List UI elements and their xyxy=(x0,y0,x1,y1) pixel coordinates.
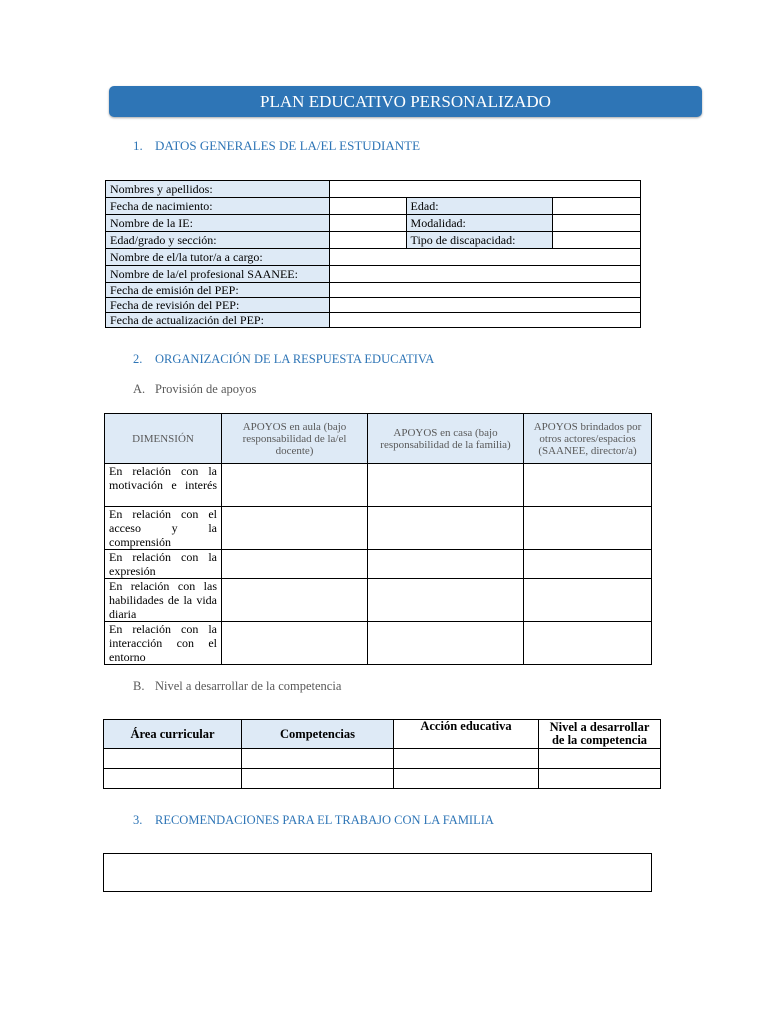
header-dimension: DIMENSIÓN xyxy=(105,414,222,464)
label-nombres: Nombres y apellidos: xyxy=(106,181,330,198)
cell-otros-interaccion[interactable] xyxy=(524,622,652,665)
cell-competencias-2[interactable] xyxy=(242,769,394,789)
section-2-title: ORGANIZACIÓN DE LA RESPUESTA EDUCATIVA xyxy=(155,352,435,366)
field-edad-grado[interactable] xyxy=(330,232,406,249)
sub-a-letter: A. xyxy=(133,382,146,396)
field-fecha-revision[interactable] xyxy=(330,298,641,313)
dimension-acceso: En relación con el acceso y la comprensión xyxy=(105,507,222,550)
header-accion-educativa: Acción educativa xyxy=(394,720,539,749)
label-modalidad: Modalidad: xyxy=(406,215,552,232)
label-fecha-actualizacion: Fecha de actualización del PEP: xyxy=(106,313,330,328)
section-3-heading xyxy=(133,813,494,828)
cell-aula-vida-diaria[interactable] xyxy=(222,579,368,622)
cell-nivel-1[interactable] xyxy=(539,749,661,769)
general-data-table xyxy=(105,180,641,328)
field-fecha-actualizacion[interactable] xyxy=(330,313,641,328)
section-1-number: 1. xyxy=(133,138,143,153)
cell-otros-motivacion[interactable] xyxy=(524,464,652,507)
label-edad: Edad: xyxy=(406,198,552,215)
section-3-number: 3. xyxy=(133,813,143,827)
sub-b-letter: B. xyxy=(133,679,145,693)
dimension-motivacion: En relación con la motivación e interés xyxy=(105,464,222,507)
field-modalidad[interactable] xyxy=(552,215,640,232)
label-tipo-discapacidad: Tipo de discapacidad: xyxy=(406,232,552,249)
family-recommendations-box[interactable] xyxy=(103,853,652,892)
cell-area-1[interactable] xyxy=(104,749,242,769)
dimension-expresion: En relación con la expresión xyxy=(105,550,222,579)
sub-b-heading xyxy=(133,679,341,694)
competency-table xyxy=(103,719,661,789)
field-fecha-emision[interactable] xyxy=(330,283,641,298)
cell-otros-expresion[interactable] xyxy=(524,550,652,579)
field-nombres[interactable] xyxy=(330,181,641,198)
header-competencias: Competencias xyxy=(242,720,394,749)
cell-casa-interaccion[interactable] xyxy=(368,622,524,665)
field-nombre-ie[interactable] xyxy=(330,215,406,232)
cell-casa-vida-diaria[interactable] xyxy=(368,579,524,622)
cell-aula-expresion[interactable] xyxy=(222,550,368,579)
header-apoyos-casa: APOYOS en casa (bajo responsabilidad de la familia) xyxy=(368,414,524,464)
header-area-curricular: Área curricular xyxy=(104,720,242,749)
cell-otros-acceso[interactable] xyxy=(524,507,652,550)
section-2-number: 2. xyxy=(133,352,143,366)
cell-aula-motivacion[interactable] xyxy=(222,464,368,507)
field-tipo-discapacidad[interactable] xyxy=(552,232,640,249)
section-1-title: DATOS GENERALES DE LA/EL ESTUDIANTE xyxy=(155,138,421,153)
field-profesional[interactable] xyxy=(330,266,641,283)
cell-area-2[interactable] xyxy=(104,769,242,789)
sub-a-heading xyxy=(133,382,256,397)
supports-table xyxy=(104,413,652,665)
header-apoyos-aula: APOYOS en aula (bajo responsabilidad de la/el docente) xyxy=(222,414,368,464)
cell-otros-vida-diaria[interactable] xyxy=(524,579,652,622)
document-title: PLAN EDUCATIVO PERSONALIZADO xyxy=(109,86,702,117)
cell-accion-2[interactable] xyxy=(394,769,539,789)
label-tutor: Nombre de el/la tutor/a a cargo: xyxy=(106,249,330,266)
label-edad-grado: Edad/grado y sección: xyxy=(106,232,330,249)
label-fecha-revision: Fecha de revisión del PEP: xyxy=(106,298,330,313)
dimension-vida-diaria: En relación con las habilidades de la vida diaria xyxy=(105,579,222,622)
label-fecha-emision: Fecha de emisión del PEP: xyxy=(106,283,330,298)
cell-nivel-2[interactable] xyxy=(539,769,661,789)
sub-b-title: Nivel a desarrollar de la competencia xyxy=(155,679,342,693)
label-nombre-ie: Nombre de la IE: xyxy=(106,215,330,232)
cell-aula-interaccion[interactable] xyxy=(222,622,368,665)
cell-casa-expresion[interactable] xyxy=(368,550,524,579)
header-nivel: Nivel a desarrollar de la competencia xyxy=(539,720,661,749)
field-fecha-nacimiento[interactable] xyxy=(330,198,406,215)
section-3-title: RECOMENDACIONES PARA EL TRABAJO CON LA FAMILIA xyxy=(155,813,494,827)
sub-a-title: Provisión de apoyos xyxy=(155,382,257,396)
label-profesional: Nombre de la/el profesional SAANEE: xyxy=(106,266,330,283)
label-fecha-nacimiento: Fecha de nacimiento: xyxy=(106,198,330,215)
cell-casa-acceso[interactable] xyxy=(368,507,524,550)
dimension-interaccion: En relación con la interacción con el entorno xyxy=(105,622,222,665)
cell-accion-1[interactable] xyxy=(394,749,539,769)
cell-competencias-1[interactable] xyxy=(242,749,394,769)
section-1-heading xyxy=(133,138,420,154)
field-tutor[interactable] xyxy=(330,249,641,266)
cell-casa-motivacion[interactable] xyxy=(368,464,524,507)
cell-aula-acceso[interactable] xyxy=(222,507,368,550)
field-edad[interactable] xyxy=(552,198,640,215)
header-apoyos-otros: APOYOS brindados por otros actores/espacios (SAANEE, director/a) xyxy=(524,414,652,464)
section-2-heading xyxy=(133,352,434,367)
